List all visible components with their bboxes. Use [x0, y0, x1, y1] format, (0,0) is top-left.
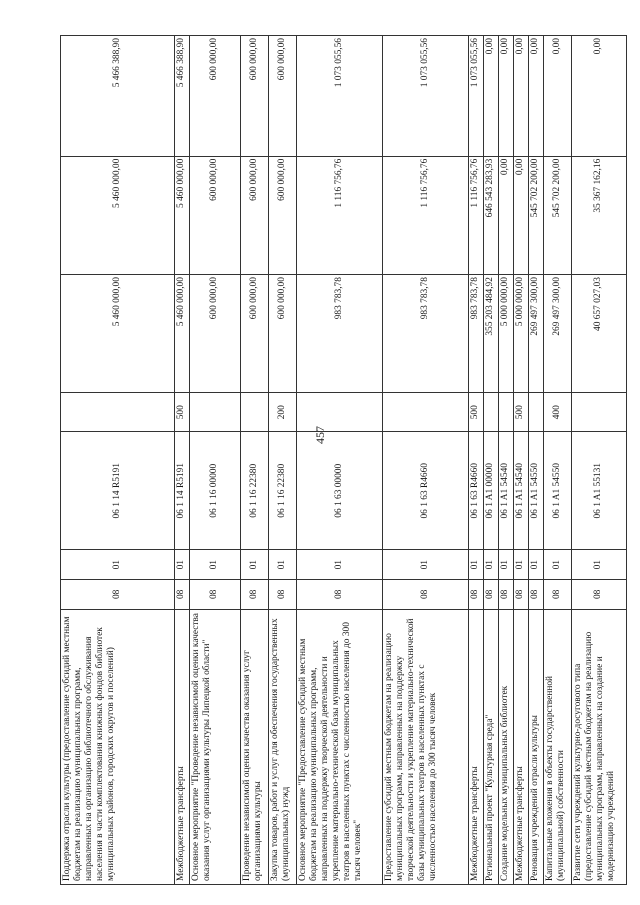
row-glava: 08 — [190, 580, 241, 610]
row-value-2: 600 000,00 — [241, 156, 269, 274]
row-value-1: 269 497 300,00 — [529, 275, 544, 393]
row-value-2: 35 367 162,16 — [572, 156, 627, 274]
row-glava: 08 — [61, 580, 175, 610]
row-code: 06 1 A1 00000 — [484, 432, 499, 550]
row-glava: 08 — [572, 580, 627, 610]
table-row — [61, 36, 175, 885]
row-name: Закупка товаров, работ и услуг для обеспечения государственных (муниципальных) нужд — [269, 609, 297, 884]
row-value-1: 5 000 000,00 — [499, 275, 514, 393]
row-value-3: 5 466 388,90 — [61, 36, 175, 157]
row-code: 06 1 A1 54540 — [514, 432, 529, 550]
row-section: 01 — [572, 550, 627, 580]
row-glava: 08 — [383, 580, 469, 610]
row-value-1: 5 460 000,00 — [61, 275, 175, 393]
row-section: 01 — [297, 550, 383, 580]
row-type — [190, 393, 241, 432]
row-type: 500 — [175, 393, 190, 432]
row-glava: 08 — [469, 580, 484, 610]
row-type: 500 — [469, 393, 484, 432]
row-name: Межбюджетные трансферты — [469, 609, 484, 884]
row-value-1: 5 460 000,00 — [175, 275, 190, 393]
table-row — [383, 36, 469, 885]
row-value-2: 0,00 — [499, 156, 514, 274]
row-value-2: 1 116 756,76 — [469, 156, 484, 274]
table-row — [514, 36, 529, 885]
row-name: Межбюджетные трансферты — [175, 609, 190, 884]
table-row — [175, 36, 190, 885]
table-row — [269, 36, 297, 885]
row-code: 06 1 A1 55131 — [572, 432, 627, 550]
table-row — [499, 36, 514, 885]
row-value-1: 600 000,00 — [269, 275, 297, 393]
row-glava: 08 — [529, 580, 544, 610]
row-section: 01 — [529, 550, 544, 580]
row-section: 01 — [190, 550, 241, 580]
row-value-3: 600 000,00 — [269, 36, 297, 157]
row-code: 06 1 63 00000 — [297, 432, 383, 550]
row-value-2: 5 460 000,00 — [61, 156, 175, 274]
row-section: 01 — [241, 550, 269, 580]
row-type — [499, 393, 514, 432]
row-code: 06 1 14 R5191 — [61, 432, 175, 550]
row-section: 01 — [514, 550, 529, 580]
row-value-3: 0,00 — [499, 36, 514, 157]
table-row — [544, 36, 572, 885]
row-section: 01 — [269, 550, 297, 580]
row-value-1: 600 000,00 — [190, 275, 241, 393]
row-value-3: 0,00 — [544, 36, 572, 157]
row-value-1: 600 000,00 — [241, 275, 269, 393]
row-value-3: 600 000,00 — [241, 36, 269, 157]
row-glava: 08 — [514, 580, 529, 610]
row-glava: 08 — [544, 580, 572, 610]
row-type — [297, 393, 383, 432]
row-glava: 08 — [484, 580, 499, 610]
row-name: Капитальные вложения в объекты государственной (муниципальной) собственности — [544, 609, 572, 884]
row-value-3: 5 466 388,90 — [175, 36, 190, 157]
budget-table — [60, 35, 627, 885]
row-glava: 08 — [175, 580, 190, 610]
row-value-2: 1 116 756,76 — [297, 156, 383, 274]
row-value-3: 600 000,00 — [190, 36, 241, 157]
row-code: 06 1 16 22380 — [269, 432, 297, 550]
row-name: Развитие сети учреждений культурно-досугового типа (предоставление субсидий местным бюджетам на реализацию муниципальных программ, направленных на создание и модернизацию учреждений — [572, 609, 627, 884]
row-value-1: 5 000 000,00 — [514, 275, 529, 393]
row-code: 06 1 A1 54550 — [529, 432, 544, 550]
row-value-3: 0,00 — [572, 36, 627, 157]
row-value-2: 646 543 283,93 — [484, 156, 499, 274]
table-row — [190, 36, 241, 885]
row-section: 01 — [484, 550, 499, 580]
row-name: Основное мероприятие "Проведение независимой оценки качества оказания услуг организациями культуры Липецкой области" — [190, 609, 241, 884]
row-code: 06 1 16 22380 — [241, 432, 269, 550]
row-code: 06 1 14 R5191 — [175, 432, 190, 550]
row-glava: 08 — [241, 580, 269, 610]
row-value-3: 1 073 055,56 — [469, 36, 484, 157]
row-type — [241, 393, 269, 432]
row-glava: 08 — [297, 580, 383, 610]
table-row — [241, 36, 269, 885]
row-value-2: 600 000,00 — [190, 156, 241, 274]
row-code: 06 1 A1 54540 — [499, 432, 514, 550]
row-glava: 08 — [499, 580, 514, 610]
row-value-3: 1 073 055,56 — [383, 36, 469, 157]
row-section: 01 — [499, 550, 514, 580]
row-type — [61, 393, 175, 432]
row-name: Создание модельных муниципальных библиотек — [499, 609, 514, 884]
table-row — [484, 36, 499, 885]
row-value-2: 600 000,00 — [269, 156, 297, 274]
row-value-2: 545 702 200,00 — [529, 156, 544, 274]
row-name: Межбюджетные трансферты — [514, 609, 529, 884]
table-row — [529, 36, 544, 885]
row-type: 200 — [269, 393, 297, 432]
row-section: 01 — [383, 550, 469, 580]
row-value-3: 0,00 — [529, 36, 544, 157]
row-value-1: 269 497 300,00 — [544, 275, 572, 393]
row-name: Региональный проект "Культурная среда" — [484, 609, 499, 884]
row-name: Предоставление субсидий местным бюджетам на реализацию муниципальных программ, направленных на поддержку творческой деятельности и укрепление материально-технической базы муниципальных театров в населенных пунктах с численностью населения до 300 тысяч человек — [383, 609, 469, 884]
row-type — [484, 393, 499, 432]
row-glava: 08 — [269, 580, 297, 610]
row-value-1: 983 783,78 — [469, 275, 484, 393]
row-code: 06 1 63 R4660 — [469, 432, 484, 550]
row-value-1: 983 783,78 — [297, 275, 383, 393]
row-value-1: 355 203 484,92 — [484, 275, 499, 393]
row-value-2: 545 702 200,00 — [544, 156, 572, 274]
row-name: Реновация учреждений отрасли культуры — [529, 609, 544, 884]
table-row — [572, 36, 627, 885]
row-code: 06 1 A1 54550 — [544, 432, 572, 550]
row-name: Основное мероприятие "Предоставление субсидий местным бюджетам на реализацию муниципальных программ, направленных на поддержку творческой деятельности и укрепление материально-технической базы муниципальных театров в населенных пунктах с численностью населения до 300 тысяч человек" — [297, 609, 383, 884]
row-section: 01 — [61, 550, 175, 580]
row-name: Поддержка отрасли культуры (предоставление субсидий местным бюджетам на реализацию муниципальных программ, направленных на организацию библиотечного обслуживания населения в части комплектования книжных фондов библиотек муниципальных районов, городских округов и поселений) — [61, 609, 175, 884]
row-section: 01 — [469, 550, 484, 580]
row-value-3: 0,00 — [484, 36, 499, 157]
row-value-2: 5 460 000,00 — [175, 156, 190, 274]
row-type: 500 — [514, 393, 529, 432]
row-name: Проведение независимой оценки качества оказания услуг организациями культуры — [241, 609, 269, 884]
row-value-3: 0,00 — [514, 36, 529, 157]
row-value-1: 40 657 027,03 — [572, 275, 627, 393]
row-code: 06 1 16 00000 — [190, 432, 241, 550]
row-type: 400 — [544, 393, 572, 432]
row-type — [572, 393, 627, 432]
row-value-1: 983 783,78 — [383, 275, 469, 393]
table-row — [297, 36, 383, 885]
row-section: 01 — [544, 550, 572, 580]
row-type — [529, 393, 544, 432]
rotated-page-content — [60, 35, 617, 885]
page-number: 457 — [313, 426, 327, 444]
row-type — [383, 393, 469, 432]
row-value-2: 1 116 756,76 — [383, 156, 469, 274]
row-section: 01 — [175, 550, 190, 580]
row-code: 06 1 63 R4660 — [383, 432, 469, 550]
row-value-2: 0,00 — [514, 156, 529, 274]
table-row — [469, 36, 484, 885]
row-value-3: 1 073 055,56 — [297, 36, 383, 157]
